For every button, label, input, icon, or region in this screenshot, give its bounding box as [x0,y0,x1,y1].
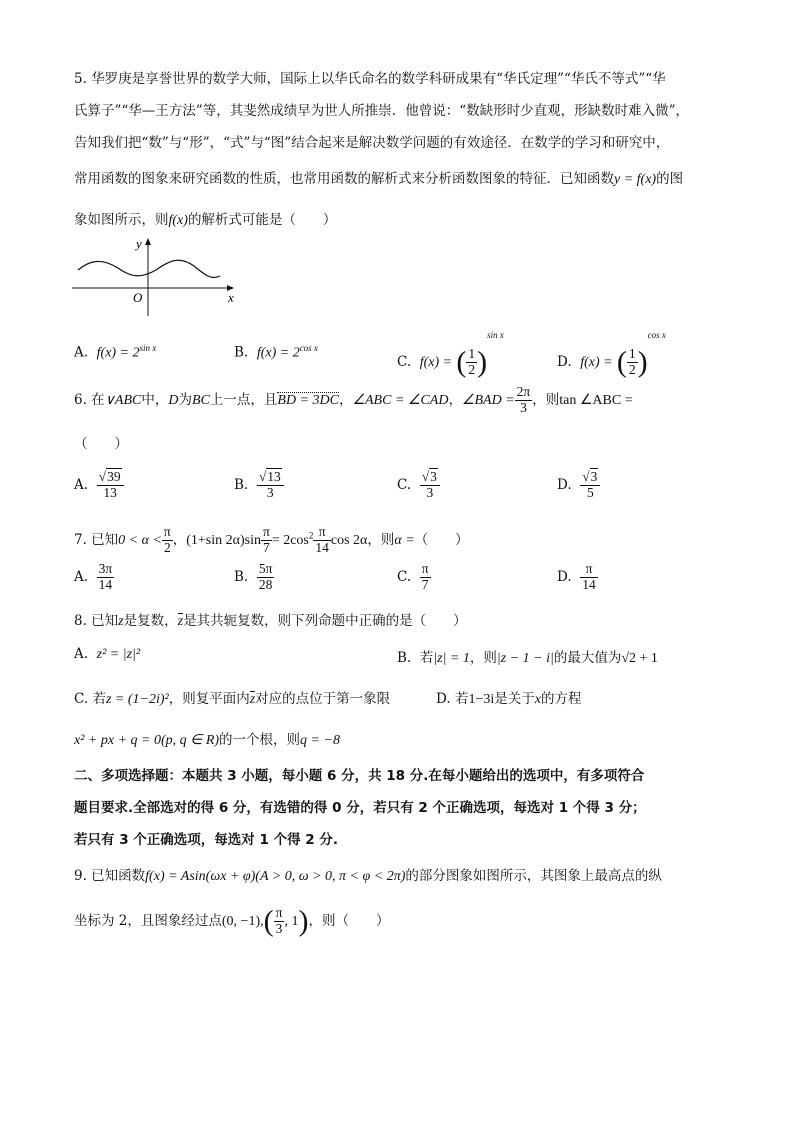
option-text: ，则复平面内 [168,691,250,707]
q5-option-a[interactable] [74,343,156,362]
q8-option-b[interactable] [397,646,658,667]
option-letter: D. [557,476,572,493]
option-fraction: $\frac{1}{2}$ [628,346,636,377]
graph-y-arrow [145,238,151,245]
option-fraction: $\frac{5\pi}{28}$ [258,561,273,592]
q9-line-1 [74,864,662,885]
option-letter: C. [74,691,89,707]
q6-text-f: ， [338,391,353,408]
q6-angle-eq: ∠ABC = ∠CAD [352,392,449,408]
option-letter: B. [234,476,249,493]
q6-paren: （ ） [74,436,128,452]
section-2-line-1: 二、多项选择题：本题共 3 小题，每小题 6 分，共 18 分.在每小题给出的选项中，有多项符合 [74,768,645,784]
q8-option-d-cont [74,728,340,749]
option-letter: B. [234,568,249,585]
q6-text-a: 6. 在 [74,391,105,408]
q5-option-b[interactable] [234,343,318,362]
section-2-line-2: 题目要求.全部选对的得 6 分，有选错的得 0 分，若只有 2 个正确选项，每选对 1 个得 3 分； [74,800,646,816]
q7-option-b[interactable] [234,562,274,593]
option-letter: D. [436,691,451,707]
paren-close: ) [477,345,488,379]
graph-y-label: y [136,236,142,251]
option-expr: q = −8 [300,733,340,748]
q5-line-4 [74,167,683,188]
q7-eq-part-1: (1+sin 2α)sin [186,532,261,548]
option-lhs: f(x) = [580,355,613,370]
q9-point-2-rest: , 1 [284,913,299,929]
q7-eq-part-2: = 2cos [271,532,309,548]
q5-function-graph [70,236,250,318]
q6-option-d[interactable] [557,470,600,501]
q9-text-d: ，则（ ） [308,912,390,929]
q9-function: f(x) = Asin(ωx + φ)(A > 0, ω > 0, π < φ < 2π) [145,869,406,884]
option-text: 的方程 [540,691,582,707]
q9-point-1: (0, −1), [221,913,264,929]
q7-alpha: α = [394,532,415,548]
option-fraction: $\frac{√3}{5}$ [580,470,600,501]
option-fraction: $\frac{√39}{13}$ [97,470,124,501]
q5-line-4-tail: 的图 [656,171,684,187]
option-lhs: f(x) = 2 [96,345,140,361]
q9-text-c: 坐标为 2，且图象经过点 [74,912,222,929]
q7-eq-part-3: cos 2α [330,532,368,548]
q6-text-g: ， [448,391,462,408]
q6-vector-eq: BD = 3DC [277,392,339,408]
paren-close: ) [637,345,648,379]
option-lhs: f(x) = [419,355,453,370]
q6-stem [74,385,633,416]
q5-option-d[interactable] [557,330,666,378]
q5-line-5-tail: 的解析式可能是（ ） [187,212,337,228]
q5-fx: f(x) [168,213,188,228]
q6-fraction: $\frac{2\pi}{3}$ [516,384,531,415]
q5-line-4-text: 常用函数的图象来研究函数的性质，也常用函数的解析式来分析函数图象的特征．已知函数 [74,171,614,187]
option-fraction: $\frac{3\pi}{14}$ [98,561,113,592]
q7-condition: 0 < α < [118,532,162,548]
option-fraction: $\frac{√3}{3}$ [420,470,440,501]
q8-option-c[interactable] [74,687,390,708]
option-text: 若 [419,650,434,666]
q6-text-e: 上一点，且 [209,391,278,408]
q5-function-expr: y = f(x) [614,172,657,187]
q8-option-d[interactable] [436,687,581,708]
option-expr: 1−3i [468,692,495,707]
option-expr: z² = |z|² [96,647,141,662]
q6-text-h: ，则 [532,391,560,408]
option-letter: C. [397,476,412,493]
option-expr: x [534,692,541,707]
q5-line-5-text: 象如图所示，则 [74,212,169,228]
q9-line-2 [74,906,389,937]
q7-option-c[interactable] [397,562,431,593]
option-letter: A. [74,344,89,361]
paren-open: ( [263,904,274,938]
option-letter: C. [397,568,412,585]
option-text: 若 [454,691,469,707]
graph-curve [78,260,220,277]
q7-square: 2 [308,530,314,541]
q5-line-1: 5. 华罗庚是享誉世界的数学大师，国际上以华氏命名的数学科研成果有“华氏定理”“华氏不等式”“华 [74,71,666,87]
option-letter: C. [397,354,412,370]
q7-frac-3: $\frac{\pi}{14}$ [315,524,329,555]
q6-option-c[interactable] [397,470,440,501]
option-exponent: cos x [299,343,318,353]
q9-text-a: 9. 已知函数 [74,868,146,884]
q6-point-d: D [168,392,179,408]
option-letter: D. [557,354,572,370]
graph-origin-label: O [133,290,143,305]
q8-stem [74,609,467,630]
q8-text-c: 是其共轭复数，则下列命题中正确的是（ ） [183,613,467,629]
q5-line-3: 告知我们把“数”与“形”，“式”与“图”结合起来是解决数学问题的有效途径．在数学的学习和研究中， [74,135,670,151]
q8-zbar: z [177,614,184,629]
option-text: 的一个根，则 [219,732,301,748]
option-text: ，则 [469,650,497,666]
paren-close: ) [298,904,309,938]
paren-open: ( [456,345,467,379]
option-expr: |z − 1 − i| [496,651,554,666]
option-exponent: sin x [487,330,504,340]
option-letter: D. [557,568,572,585]
q6-text-c: 为 [178,391,192,408]
option-expr: x² + px + q = 0(p, q ∈ R) [74,733,220,748]
q8-z: z [118,614,124,629]
q5-option-c[interactable] [397,330,504,378]
q7-frac-1: $\frac{\pi}{2}$ [163,524,171,555]
option-exponent: cos x [647,330,666,340]
option-text: 是关于 [494,691,535,707]
graph-x-label: x [228,290,234,305]
q7-option-a[interactable] [74,562,114,593]
q6-angle-bad: ∠BAD = [461,392,515,408]
q7-text-b: ， [172,531,187,548]
option-fraction: $\frac{\pi}{7}$ [421,561,429,592]
q7-option-d[interactable] [557,562,598,593]
option-letter: B. [397,650,412,666]
q6-option-b[interactable] [234,470,284,501]
q6-option-a[interactable] [74,470,124,501]
option-exponent: sin x [139,343,157,353]
option-fraction: $\frac{√13}{3}$ [257,470,284,501]
option-lhs: f(x) = 2 [256,345,300,361]
option-text: 的最大值为 [553,650,622,666]
q7-frac-2: $\frac{\pi}{7}$ [262,524,270,555]
option-letter: B. [234,344,249,361]
q9-fraction: $\frac{\pi}{3}$ [275,905,283,936]
q5-line-5 [74,208,336,229]
q8-option-a[interactable] [74,646,140,663]
option-expr: |z| = 1 [433,651,470,666]
option-expr: √2 + 1 [621,651,658,666]
q7-paren: （ ） [414,531,469,548]
option-fraction: $\frac{\pi}{14}$ [582,561,596,592]
option-text: 对应的点位于第一象限 [255,691,391,707]
q8-text-a: 8. 已知 [74,613,119,629]
option-expr: z = (1−2i)² [105,692,169,707]
q7-text-a: 7. 已知 [74,531,119,548]
option-zbar: z [249,692,256,707]
q9-text-b: 的部分图象如图所示，其图象上最高点的纵 [405,868,662,884]
q5-line-2: 氏算子”“华—王方法”等，其斐然成绩早为世人所推崇．他曾说：“数缺形时少直观，形缺数时难入微”， [74,103,690,119]
q6-segment-bc: BC [192,392,210,408]
option-letter: A. [74,476,89,493]
q7-stem [74,525,469,556]
q7-text-c: ，则 [367,531,395,548]
option-fraction: $\frac{1}{2}$ [468,346,476,377]
q8-text-b: 是复数， [123,613,178,629]
section-2-line-3: 若只有 3 个正确选项，每选对 1 个得 2 分. [74,832,339,848]
paren-open: ( [616,345,627,379]
q6-triangle: ∨ABC [104,392,142,408]
option-text: 若 [92,691,106,707]
option-letter: A. [74,646,89,662]
q6-text-b: 中， [141,391,169,408]
option-letter: A. [74,568,89,585]
q6-tan-expr: tan ∠ABC = [559,392,633,408]
